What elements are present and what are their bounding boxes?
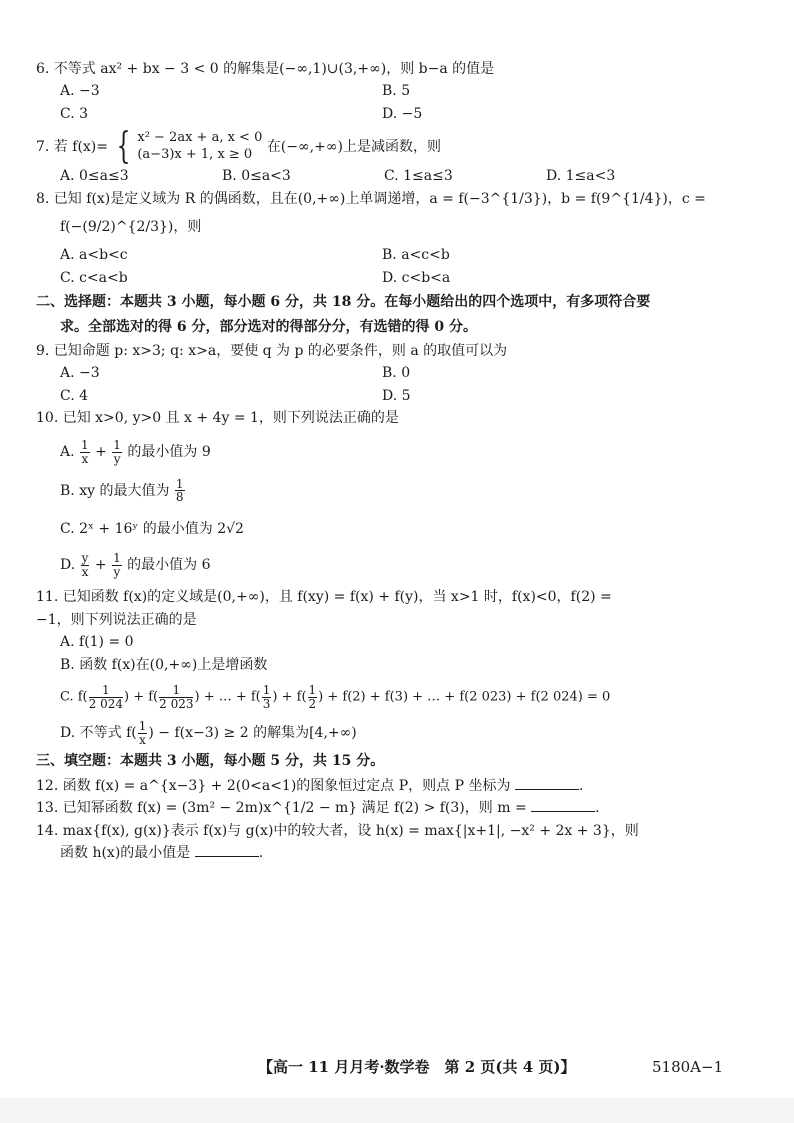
frac-den: x	[81, 452, 89, 467]
q7-prefix: 7. 若 f(x)=	[36, 139, 108, 156]
q9-option-b: B. 0	[382, 365, 411, 382]
frac-den: x	[139, 732, 146, 747]
q7-suffix: 在(−∞,+∞)上是减函数，则	[266, 139, 441, 156]
q7-cases	[137, 130, 262, 164]
q10-a-frac1	[80, 439, 90, 465]
brace-icon: {	[117, 126, 131, 168]
q10-d-suffix: 的最小值为 6	[127, 557, 211, 574]
q8-option-b: B. a<c<b	[382, 247, 450, 264]
frac-num: 1	[113, 438, 121, 453]
frac-num: 1	[138, 719, 147, 734]
q11-c-part: C. f(	[60, 689, 88, 705]
frac-num: 1	[81, 438, 89, 453]
q11-c-tail: ) + f(2) + f(3) + … + f(2 023) + f(2 024) = 0	[318, 689, 611, 705]
q11-option-b: B. 函数 f(x)在(0,+∞)上是增函数	[60, 656, 268, 673]
q11-c-part: ) + f(	[124, 689, 159, 705]
q8-stem-line2: f(−(9/2)^{2/3})，则	[60, 218, 202, 235]
q10-b-frac	[175, 478, 185, 504]
q7-option-c: C. 1≤a≤3	[384, 168, 453, 185]
q7-option-a: A. 0≤a≤3	[60, 168, 129, 185]
q14-answer-blank[interactable]	[195, 842, 259, 857]
frac-num: 1	[159, 684, 193, 698]
plus: +	[95, 444, 107, 461]
q11-option-c	[60, 684, 724, 710]
q11-c-frac3	[262, 684, 272, 710]
q12-answer-blank[interactable]	[515, 775, 579, 790]
frac-den: 2	[308, 696, 317, 711]
q11-c-part: ) + … + f(	[194, 689, 261, 705]
q10-option-b	[60, 478, 724, 504]
frac-num: 1	[262, 682, 271, 697]
frac-num: 1	[308, 682, 317, 697]
q6-option-c: C. 3	[60, 105, 89, 122]
q11-d-pre: D. 不等式 f(	[60, 725, 137, 742]
q12-text: 12. 函数 f(x) = a^{x−3} + 2(0<a<1)的图象恒过定点 P，则点 P 坐标为	[36, 777, 511, 794]
q6-option-a: A. −3	[60, 83, 100, 100]
q9-options-row1	[60, 362, 724, 384]
q11-c-part: ) + f(	[272, 689, 307, 705]
q10-a-label: A.	[60, 444, 75, 461]
frac-den: x	[81, 564, 89, 579]
q10-option-d	[60, 552, 724, 578]
q6-option-b: B. 5	[382, 83, 411, 100]
q11-option-d	[60, 720, 724, 746]
q10-b-text: B. xy 的最大值为	[60, 482, 170, 499]
q13-period: .	[595, 800, 600, 817]
q7-case-1: x² − 2ax + a, x < 0	[137, 130, 263, 146]
q6-option-d: D. −5	[382, 105, 423, 122]
q12-period: .	[578, 777, 584, 794]
frac-num: 1	[175, 476, 184, 491]
q8-options-row1	[60, 244, 724, 266]
q11-c-frac4	[308, 684, 318, 710]
q10-stem: 10. 已知 x>0, y>0 且 x + 4y = 1，则下列说法正确的是	[36, 410, 399, 427]
section-2-header-line1: 二、选择题：本题共 3 小题，每小题 6 分，共 18 分。在每小题给出的四个选项中，有多项符合要	[36, 294, 651, 311]
q8-options-row2	[60, 267, 724, 289]
q6-options-row2	[60, 103, 724, 125]
q10-option-c: C. 2ˣ + 16ʸ 的最小值为 2√2	[60, 520, 244, 537]
q10-d-frac2	[112, 552, 122, 578]
q7-option-b: B. 0≤a<3	[222, 168, 291, 185]
page-bottom-margin	[0, 1098, 794, 1123]
q11-c-frac2	[159, 684, 193, 710]
q11-d-frac	[138, 720, 148, 746]
q10-a-suffix: 的最小值为 9	[127, 444, 211, 461]
q7-case-2: (a−3)x + 1, x ≥ 0	[137, 147, 253, 163]
footer-exam-code: 5180A−1	[652, 1058, 724, 1076]
frac-den: y	[113, 452, 121, 467]
q14-period: .	[258, 844, 264, 861]
q9-options-row2	[60, 385, 724, 407]
q13-answer-blank[interactable]	[531, 797, 595, 812]
q7-piecewise	[112, 126, 263, 168]
q14-text: 函数 h(x)的最小值是	[60, 844, 191, 861]
q11-stem: 11. 已知函数 f(x)的定义域是(0,+∞)，且 f(xy) = f(x) + f(y)，当 x>1 时，f(x)<0，f(2) =	[36, 589, 612, 606]
q10-d-label: D.	[60, 557, 76, 574]
q6-options-row1	[60, 80, 724, 102]
frac-den: 8	[175, 490, 184, 505]
footer-page-info: 【高一 11 月月考·数学卷 第 2 页(共 4 页)】	[258, 1058, 576, 1076]
frac-den: y	[113, 564, 121, 579]
q7-options	[60, 165, 724, 187]
q9-option-c: C. 4	[60, 387, 89, 404]
q11-d-tail: ) − f(x−3) ≥ 2 的解集为[4,+∞)	[148, 725, 357, 742]
q7-option-d: D. 1≤a<3	[546, 168, 616, 185]
section-3-header: 三、填空题：本题共 3 小题，每小题 5 分，共 15 分。	[36, 753, 385, 770]
q8-stem: 8. 已知 f(x)是定义域为 R 的偶函数，且在(0,+∞)上单调递增，a = f(−3^{1/3})，b = f(9^{1/4})，c =	[36, 190, 706, 207]
q11-option-a: A. f(1) = 0	[60, 634, 134, 651]
frac-den: 2 024	[88, 696, 123, 711]
q9-stem: 9. 已知命题 p: x>3; q: x>a，要使 q 为 p 的必要条件，则 a 的取值可以为	[36, 342, 508, 359]
frac-num: 1	[89, 684, 123, 698]
q13	[36, 797, 724, 819]
q8-option-a: A. a<b<c	[60, 247, 128, 264]
plus: +	[94, 557, 107, 574]
q13-text: 13. 已知幂函数 f(x) = (3m² − 2m)x^{1/2 − m} 满足 f(2) > f(3)，则 m =	[36, 800, 527, 817]
q11-c-frac1	[89, 684, 123, 710]
frac-num: 1	[113, 551, 121, 566]
q9-option-d: D. 5	[382, 387, 411, 404]
q14-line2	[60, 842, 724, 864]
q7-stem	[36, 126, 724, 168]
q8-option-c: C. c<a<b	[60, 269, 128, 286]
q10-option-a	[60, 439, 724, 465]
q10-d-frac1	[81, 552, 90, 578]
q14-line1: 14. max{f(x), g(x)}表示 f(x)与 g(x)中的较大者，设 h(x) = max{|x+1|, −x² + 2x + 3}，则	[36, 822, 639, 839]
q8-option-d: D. c<b<a	[382, 269, 451, 286]
q6-stem: 6. 不等式 ax² + bx − 3 < 0 的解集是(−∞,1)∪(3,+∞)，则 b−a 的值是	[36, 61, 495, 77]
q9-option-a: A. −3	[60, 365, 100, 382]
q12	[36, 775, 724, 797]
q11-stem-line2: −1，则下列说法正确的是	[36, 611, 197, 628]
frac-den: 3	[262, 696, 271, 711]
frac-den: 2 023	[159, 696, 194, 711]
section-2-header-line2: 求。全部选对的得 6 分，部分选对的得部分分，有选错的得 0 分。	[60, 318, 477, 335]
frac-num: y	[81, 551, 89, 566]
q10-a-frac2	[112, 439, 122, 465]
